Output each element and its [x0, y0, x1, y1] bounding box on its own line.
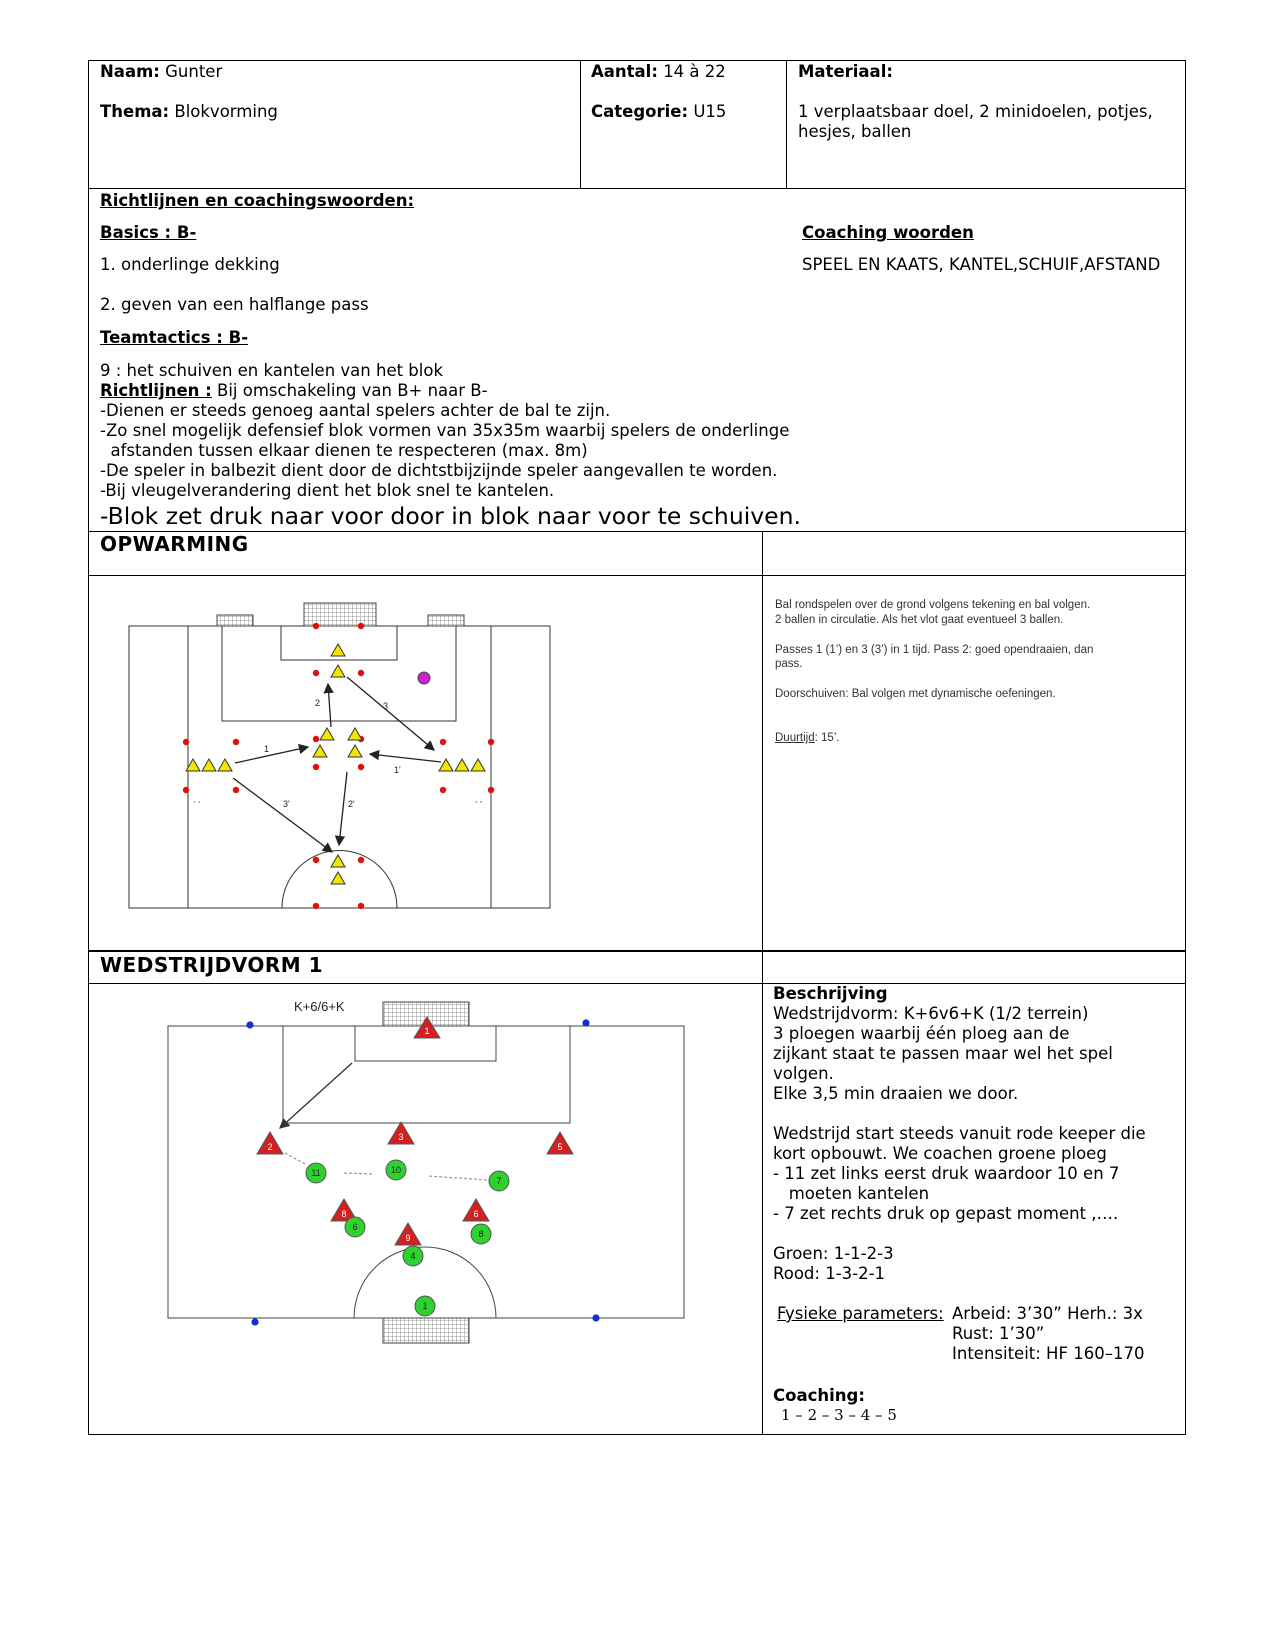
svg-text:3: 3 — [398, 1132, 404, 1142]
beschrijving-line-6: Wedstrijd start steeds vanuit rode keeper die — [773, 1124, 1146, 1143]
richtlijn-line-5: -Bij vleugelverandering dient het blok snel te kantelen. — [100, 481, 555, 500]
beschrijving-title: Beschrijving — [773, 984, 888, 1003]
svg-text:10: 10 — [390, 1165, 402, 1175]
thema-label: Thema: — [100, 102, 170, 121]
beschrijving-line-2: 3 ploegen waarbij één ploeg aan de — [773, 1024, 1070, 1043]
richtlijn-line-4: -De speler in balbezit dient door de dichtstbijzijnde speler aangevallen te worden. — [100, 461, 778, 480]
opwarming-desc-4: pass. — [775, 658, 803, 670]
svg-text:1': 1' — [394, 765, 401, 775]
richtlijn-line-2: -Zo snel mogelijk defensief blok vormen van 35x35m waarbij spelers de onderlinge — [100, 421, 790, 440]
materiaal-line-2: hesjes, ballen — [798, 122, 912, 141]
fysiek-intensiteit: Intensiteit: HF 160–170 — [952, 1344, 1145, 1363]
coaching-title: Coaching: — [773, 1386, 865, 1405]
opwarming-title: OPWARMING — [100, 532, 249, 556]
svg-text:11: 11 — [311, 1168, 321, 1178]
aantal-field — [591, 62, 726, 82]
svg-text:1: 1 — [264, 744, 270, 754]
pass-numbers — [264, 698, 401, 809]
basics-item-1: 1. onderlinge dekking — [100, 255, 280, 274]
categorie-label: Categorie: — [591, 102, 689, 121]
beschrijving-line-5: Elke 3,5 min draaien we door. — [773, 1084, 1019, 1103]
wedstrijdvorm-title: WEDSTRIJDVORM 1 — [100, 953, 324, 977]
red-players — [257, 1017, 573, 1245]
opwarming-desc-3: Passes 1 (1’) en 3 (3’) in 1 tijd. Pass 2: goed opendraaien, dan — [775, 644, 1094, 656]
beschrijving-line-3: zijkant staat te passen maar wel het spel — [773, 1044, 1113, 1063]
beschrijving-line-1: Wedstrijdvorm: K+6v6+K (1/2 terrein) — [773, 1004, 1089, 1023]
beschrijving-line-10: - 7 zet rechts druk op gepast moment ,…. — [773, 1204, 1119, 1223]
opwarming-diagram — [120, 598, 560, 918]
svg-text:8: 8 — [341, 1209, 347, 1219]
naam-label: Naam: — [100, 62, 160, 81]
richtlijnen-label: Richtlijnen : — [100, 381, 212, 400]
duurtijd-label: Duurtijd — [775, 732, 815, 744]
beschrijving-line-9: moeten kantelen — [773, 1184, 930, 1203]
blue-corner-dots — [246, 1019, 599, 1325]
thema-value: Blokvorming — [174, 102, 278, 121]
richtlijn-line-3: afstanden tussen elkaar dienen te respecteren (max. 8m) — [100, 441, 588, 460]
small-marks — [193, 800, 483, 808]
categorie-value: U15 — [693, 102, 727, 121]
richtlijn-big-line: -Blok zet druk naar voor door in blok naar voor te schuiven. — [100, 502, 801, 530]
naam-field — [100, 62, 222, 82]
main-goal — [304, 603, 376, 626]
svg-text:3: 3 — [383, 701, 389, 711]
coaching-words-title: Coaching woorden — [802, 223, 974, 242]
teamtactics-item-1: 9 : het schuiven en kantelen van het blok — [100, 361, 444, 380]
magenta-ball — [418, 672, 430, 684]
svg-text:° °: ° ° — [475, 801, 483, 808]
aantal-label: Aantal: — [591, 62, 658, 81]
fysieke-parameters-label: Fysieke parameters: — [777, 1304, 944, 1323]
svg-text:4: 4 — [410, 1251, 416, 1261]
svg-text:° °: ° ° — [193, 801, 201, 808]
opwarming-desc-2: 2 ballen in circulatie. Als het vlot gaat eventueel 3 ballen. — [775, 614, 1064, 626]
basics-item-2: 2. geven van een halflange pass — [100, 295, 369, 314]
svg-text:8: 8 — [478, 1229, 484, 1239]
teamtactics-title: Teamtactics : B- — [100, 328, 249, 347]
coaching-words: SPEEL EN KAATS, KANTEL,SCHUIF,AFSTAND — [802, 255, 1161, 274]
fysiek-arbeid: Arbeid: 3’30” Herh.: 3x — [952, 1304, 1143, 1323]
richtlijnen-title: Richtlijnen en coachingswoorden: — [100, 191, 415, 210]
svg-text:9: 9 — [405, 1233, 411, 1243]
duurtijd — [775, 731, 840, 745]
svg-text:2: 2 — [315, 698, 321, 708]
svg-text:2': 2' — [348, 799, 355, 809]
richtlijnen-line — [100, 381, 488, 401]
svg-text:6: 6 — [473, 1209, 479, 1219]
basics-title: Basics : B- — [100, 223, 197, 242]
red-player-numbers — [267, 1026, 562, 1243]
svg-text:1: 1 — [424, 1026, 430, 1036]
aantal-value: 14 à 22 — [663, 62, 726, 81]
pitch-outline — [168, 1026, 684, 1318]
mini-goal-left — [217, 615, 253, 626]
duurtijd-value: : 15’. — [814, 732, 840, 744]
coaching-numbers: 1 – 2 – 3 – 4 – 5 — [781, 1406, 897, 1424]
svg-text:5: 5 — [557, 1142, 563, 1152]
materiaal-line-1: 1 verplaatsbaar doel, 2 minidoelen, potjes, — [798, 102, 1153, 121]
goal-bottom — [383, 1318, 469, 1343]
materiaal-label: Materiaal: — [798, 62, 893, 81]
svg-text:6: 6 — [352, 1222, 358, 1232]
beschrijving-line-4: volgen. — [773, 1064, 834, 1083]
naam-value: Gunter — [165, 62, 223, 81]
svg-text:3': 3' — [283, 799, 290, 809]
opwarming-desc-5: Doorschuiven: Bal volgen met dynamische oefeningen. — [775, 688, 1056, 700]
yellow-cones — [186, 644, 485, 884]
richtlijnen-text: Bij omschakeling van B+ naar B- — [211, 381, 488, 400]
movement-arrows — [280, 1063, 352, 1128]
formatie-rood: Rood: 1-3-2-1 — [773, 1264, 886, 1283]
svg-text:2: 2 — [267, 1142, 273, 1152]
formatie-groen: Groen: 1-1-2-3 — [773, 1244, 894, 1263]
svg-text:7: 7 — [496, 1176, 502, 1186]
opwarming-desc-1: Bal rondspelen over de grond volgens tekening en bal volgen. — [775, 599, 1091, 611]
fysiek-rust: Rust: 1’30” — [952, 1324, 1045, 1343]
beschrijving-line-8: - 11 zet links eerst druk waardoor 10 en 7 — [773, 1164, 1120, 1183]
diagram-label: K+6/6+K — [294, 999, 345, 1014]
pass-arrows — [233, 677, 441, 852]
wedstrijdvorm-diagram — [160, 995, 700, 1350]
thema-field — [100, 102, 278, 122]
mini-goal-right — [428, 615, 464, 626]
categorie-field — [591, 102, 726, 122]
richtlijn-line-1: -Dienen er steeds genoeg aantal spelers achter de bal te zijn. — [100, 401, 611, 420]
beschrijving-line-7: kort opbouwt. We coachen groene ploeg — [773, 1144, 1107, 1163]
svg-text:1: 1 — [422, 1301, 428, 1311]
